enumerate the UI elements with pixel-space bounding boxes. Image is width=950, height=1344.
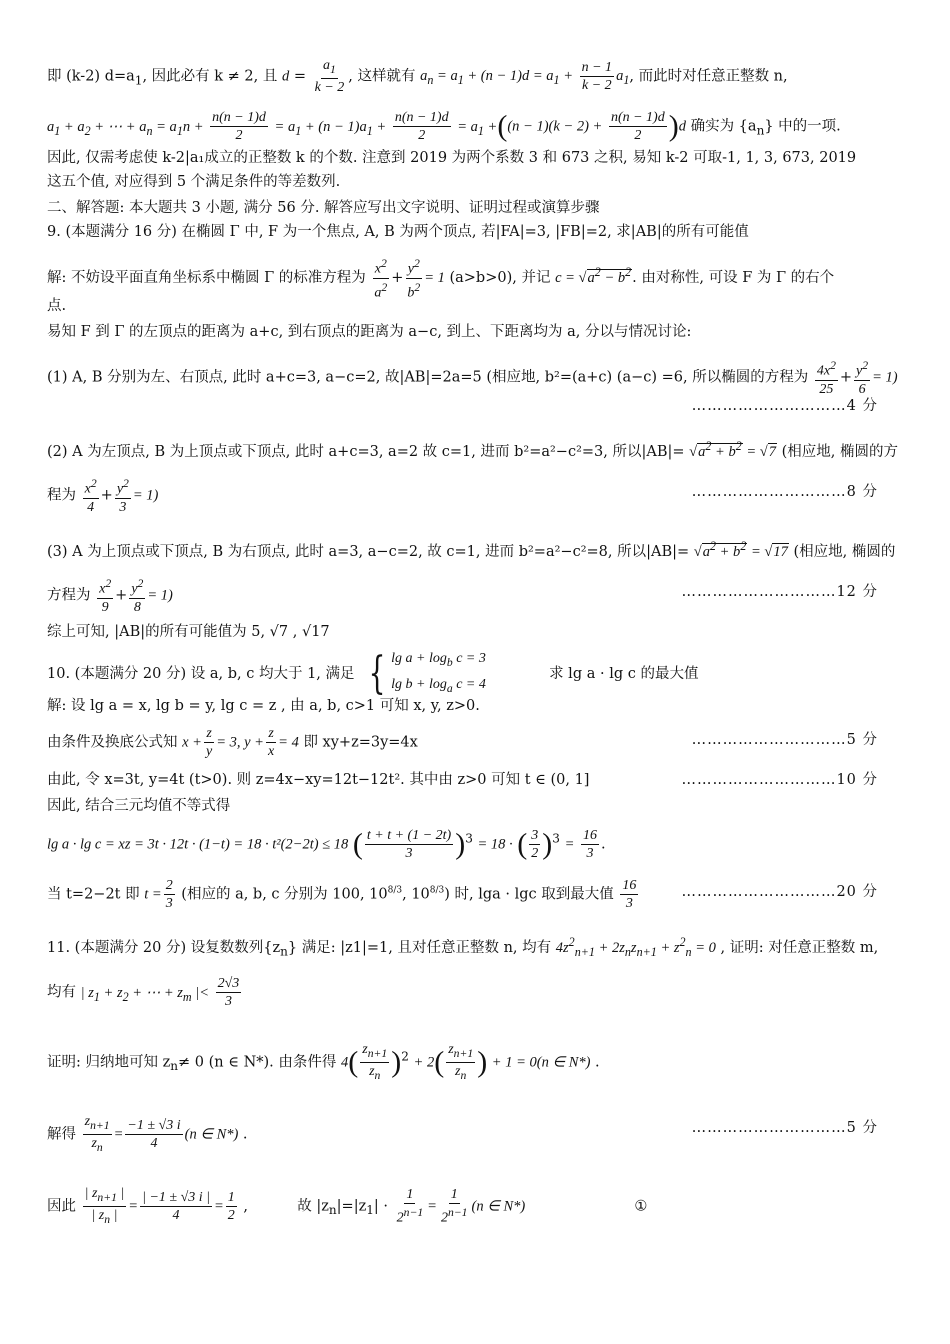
score-20: …………………………20 分: [681, 884, 878, 900]
equation-marker: ①: [634, 1198, 648, 1215]
case-2-eq: 程为 $\frac{x^2}{4}$ + $\frac{y^2}{3}$ = 1): [47, 477, 159, 515]
line-9: 易知 F 到 Γ 的左顶点的距离为 a+c, 到右顶点的距离为 a−c, 到上、下距离均为 a, 分以与情况讨论:: [47, 324, 692, 340]
section-heading: 二、解答题: 本大题共 3 小题, 满分 56 分. 解答应写出文字说明、证明过程或演算步骤: [47, 200, 600, 216]
conclusion-9: 综上可知, |AB|的所有可能值为 5, √7 , √17: [47, 624, 330, 640]
line-26: 证明: 归纳地可知 $z_n\ne 0$ (n ∈ N*). 由条件得 4( $\frac{z_{n+1}}{z_n}$ )$^2$ + 2( $\frac{z_{n+1}}{z_n}$ ) + 1 = 0(n ∈ N*) .: [47, 1042, 600, 1082]
line-27: 解得 $\frac{z_{n+1}}{z_n}$ = $\frac{-1 \pm √3 i}{4}$ (n ∈ N*) .: [47, 1114, 248, 1154]
text: , 这样就有: [348, 68, 416, 85]
score-5b: …………………………5 分: [691, 1120, 878, 1136]
case-3-eq: 方程为 $\frac{x^2}{9}$ + $\frac{y^2}{8}$ = 1): [47, 577, 173, 615]
score-4: …………………………4 分: [691, 398, 878, 414]
line-3: 因此, 仅需考虑使 k-2|a₁成立的正整数 k 的个数. 注意到 2019 为两个系数 3 和 673 之积, 易知 k-2 可取-1, 1, 3, 673, 2019: [47, 150, 857, 166]
line-22: lg a · lg c = xz = 3t · 12t · (1−t) = 18 · t²(2−2t) ≤ 18 ( $\frac{t + t + (1 - 2t)}{3}$ )$^3$ = 18 · ( $\frac{3}{2}$ )$^3$ = $\frac{16}{3}$ .: [47, 827, 606, 861]
score-10: …………………………10 分: [681, 772, 878, 788]
problem-9: 9. (本题满分 16 分) 在椭圆 Γ 中, F 为一个焦点, A, B 为两个顶点, 若|FA|=3, |FB|=2, 求|AB|的所有可能值: [47, 224, 749, 240]
text: 即 (k-2) d=a: [47, 68, 135, 85]
line-18: 解: 设 lg a = x, lg b = y, lg c = z , 由 a, b, c>1 可知 x, y, z>0.: [47, 698, 480, 714]
line-8: 点.: [47, 298, 67, 314]
case-1: (1) A, B 分别为左、右顶点, 此时 a+c=3, a−c=2, 故|AB|=2a=5 (相应地, b²=(a+c) (a−c) =6, 所以椭圆的方程为 $\frac{4x^2}{25}$ + $\frac{y^2}{6}$ = 1): [47, 359, 898, 397]
line-25: 均有 | $z_1 + z_2$ + ⋯ + $z_m$ |< $\frac{2√3}{3}$: [47, 976, 240, 1009]
line-21: 因此, 结合三元均值不等式得: [47, 798, 231, 814]
problem-10: 10. (本题满分 20 分) 设 a, b, c 均大于 1, 满足 { $\lg a + \log_b c = 3$ $\lg b + \log_a c = 4$ 求 lg a · lg c 的最大值: [47, 647, 699, 699]
line-28: 因此 $\frac{| z_{n+1} |}{| z_n |}$ = $\frac{| -1 \pm √3 i |}{4}$ = $\frac{1}{2}$ , 故 $|z_n|=|z_1|$ · $\frac{1}{2^{n-1}}$ = $\frac{1}{2^{n-1}}$ (n ∈ N*) ①: [47, 1186, 648, 1226]
line-7: 解: 不妨设平面直角坐标系中椭圆 Γ 的标准方程为 $\frac{x^2}{a^2}$ + $\frac{y^2}{b^2}$ = 1 (a>b>0), 并记 $c = √a^2 - b^2$. 由对称性, 可设 F 为 Γ 的右个: [47, 257, 835, 301]
line-20: 由此, 令 x=3t, y=4t (t>0). 则 z=4x−xy=12t−12t². 其中由 z>0 可知 t ∈ (0, 1]: [47, 772, 590, 788]
fraction: $\frac{a_1}{k - 2}$: [314, 58, 345, 95]
line-4: 这五个值, 对应得到 5 个满足条件的等差数列.: [47, 174, 341, 190]
text: , 因此必有 k ≠ 2, 且: [142, 68, 278, 85]
problem-11: 11. (本题满分 20 分) 设复数数列$\{z_n\}$ 满足: |z1|=1, 且对任意正整数 n, 均有 $4z^2_{n+1} + 2z_nz_{n+1} + z^2_n = 0$ , 证明: 对任意正整数 m,: [47, 935, 879, 959]
score-12: …………………………12 分: [681, 584, 878, 600]
fraction: $\frac{n - 1}{k - 2}$: [581, 59, 613, 93]
line-19: 由条件及换底公式知 x + $\frac{z}{y}$ = 3, y + $\frac{z}{x}$ = 4 即 xy+z=3y=4x: [47, 726, 418, 759]
text: , 而此时对任意正整数 n,: [629, 68, 788, 85]
score-5a: …………………………5 分: [691, 732, 878, 748]
line-1: 即 (k-2) $d=a_1$, 因此必有 k ≠ 2, 且 d = $\frac{a_1}{k - 2}$ , 这样就有 $a_n = a_1 + (n - 1)d = a_1$ + $\frac{n - 1}{k - 2}$ $a_1$, 而此时对任意正整数 n,: [47, 58, 788, 95]
case-2: (2) A 为左顶点, B 为上顶点或下顶点, 此时 a+c=3, a=2 故 c=1, 进而 b²=a²−c²=3, 所以$|AB|= √a^2 + b^2 = √7$ (相应地, 椭圆的方: [47, 439, 898, 460]
line-23: 当 t=2−2t 即 t = $\frac{2}{3}$ (相应的 a, b, c 分别为 100, $10^{8/3}$, $10^{8/3}$) 时, lga · lgc 取到最大值 $\frac{16}{3}$: [47, 878, 637, 911]
case-3: (3) A 为上顶点或下顶点, B 为右顶点, 此时 a=3, a−c=2, 故 c=1, 进而 b²=a²−c²=8, 所以$|AB|= √a^2 + b^2 = √17$ (相应地, 椭圆的: [47, 539, 896, 560]
line-2: $a_1 + a_2$ + ⋯ + $a_n = a_1n$ + $\frac{n(n - 1)d}{2}$ = $a_1 + (n - 1)a_1$ + $\frac{n(n - 1)d}{2}$ = $a_1 +((n - 1)(k - 2)$ + $\frac{n(n - 1)d}{2}$ )d 确实为 $\{a_n\}$ 中的一项.: [47, 109, 841, 143]
text: } 中的一项.: [764, 118, 841, 135]
score-8: …………………………8 分: [691, 484, 878, 500]
text: 确实为 {a: [690, 118, 757, 135]
